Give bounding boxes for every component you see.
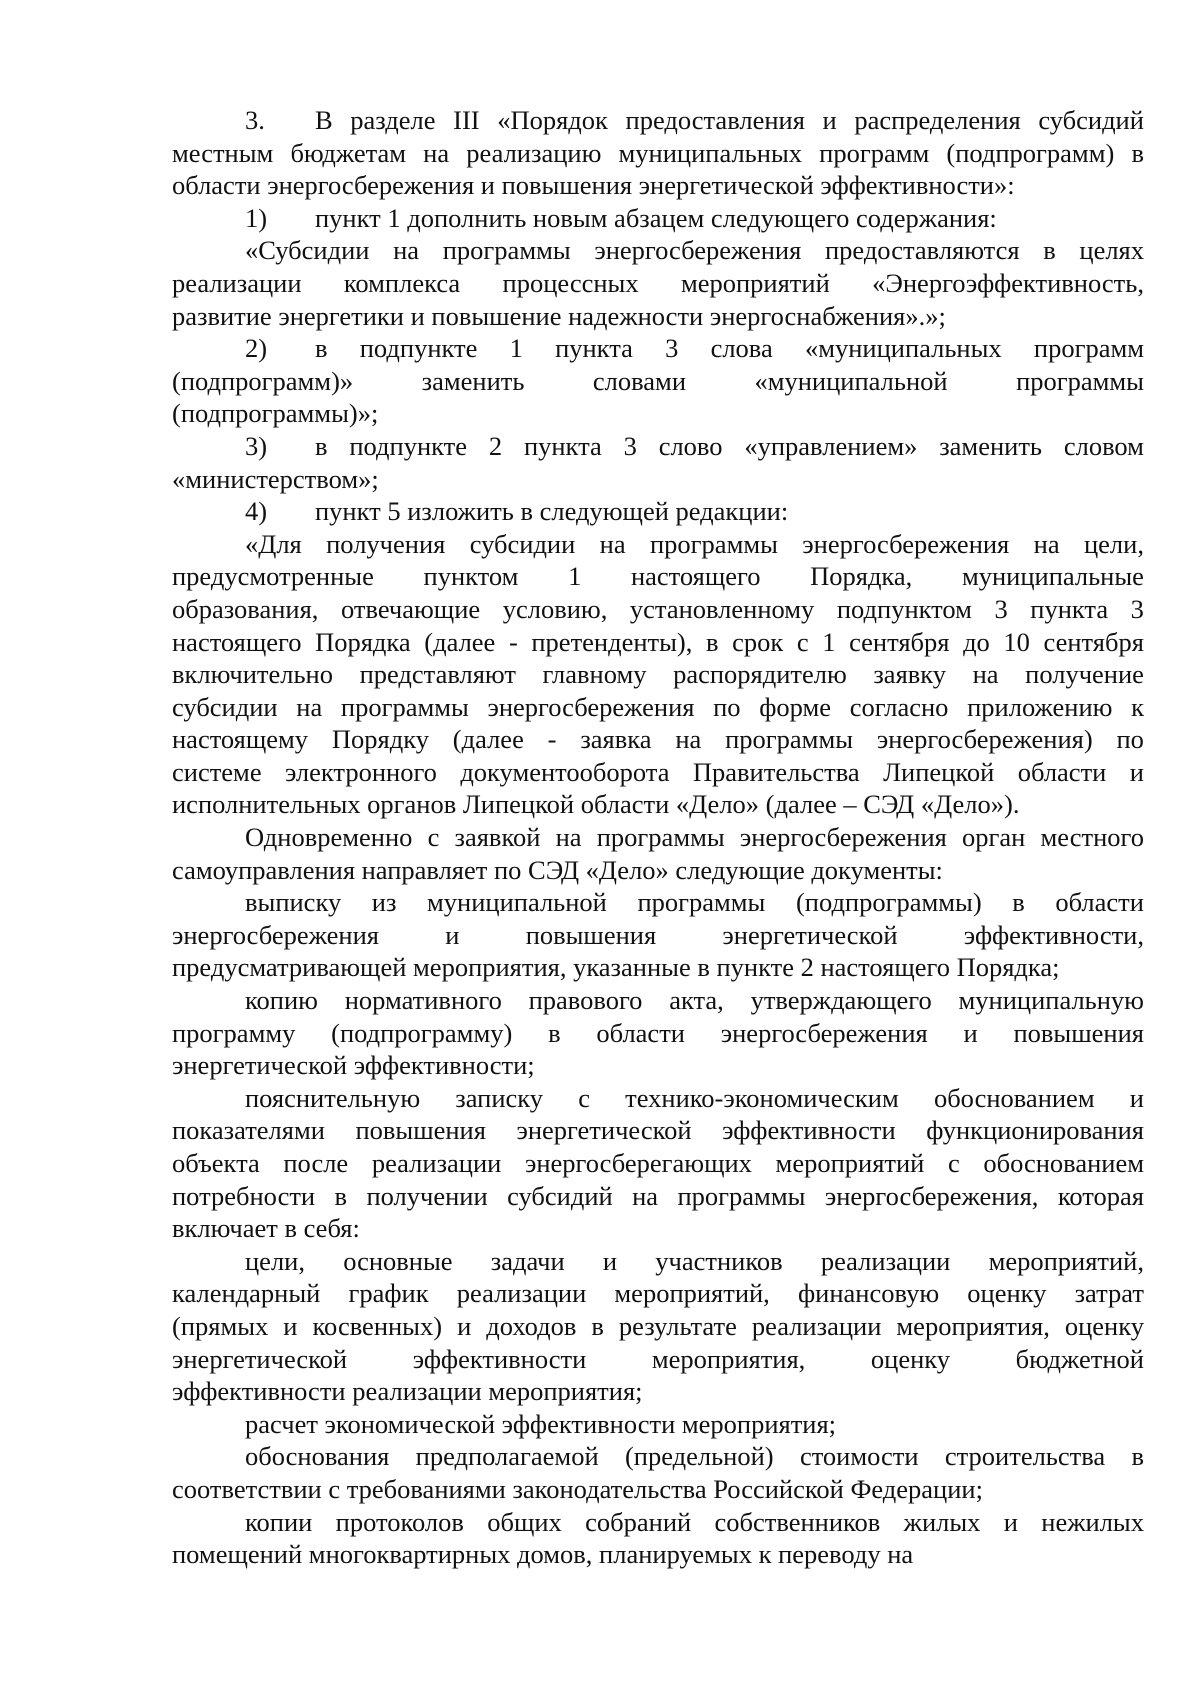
paragraph — [172, 234, 1144, 332]
text-line: копию нормативного правового акта, утверждающего муниципальную — [245, 985, 1144, 1016]
text-line: «Субсидии на программы энергосбережения предоставляются в целях — [245, 235, 1144, 266]
text-line: объекта после реализации энергосберегающих мероприятий с обоснованием — [172, 1148, 1144, 1178]
text-line: программу (подпрограмму) в области энергосбережения и повышения — [172, 1017, 1144, 1048]
text-line: цели, основные задачи и участников реализации мероприятий, — [245, 1245, 1144, 1276]
text-line: энергетической эффективности; — [172, 1050, 535, 1081]
text-line: предусмотренные пунктом 1 настоящего Порядка, муниципальные — [172, 561, 1144, 592]
text-line: обоснования предполагаемой (предельной) стоимости строительства в — [245, 1441, 1144, 1472]
text-line: потребности в получении субсидий на программы энергосбережения, которая — [172, 1180, 1144, 1211]
text-line: эффективности реализации мероприятия; — [172, 1376, 643, 1407]
text-line: 2) в подпункте 1 пункта 3 слова «муниципальных программ — [172, 332, 1144, 365]
text-line: системе электронного документооборота Правительства Липецкой области и — [172, 756, 1144, 787]
text-line: энергетической эффективности мероприятия, оценку бюджетной — [172, 1343, 1144, 1374]
text-line: (прямых и косвенных) и доходов в результате реализации мероприятия, оценку — [172, 1310, 1144, 1341]
paragraph — [172, 984, 1144, 1082]
paragraph — [172, 495, 1144, 528]
text-line: настоящему Порядку (далее - заявка на программы энергосбережения) по — [172, 724, 1144, 755]
text-line: местным бюджетам на реализацию муниципальных программ (подпрограмм) в — [172, 137, 1144, 168]
item-number: 3. — [245, 105, 265, 135]
document-page — [172, 104, 1144, 1571]
paragraph — [172, 430, 1144, 495]
text-line: выписку из муниципальной программы (подпрограммы) в области — [245, 887, 1144, 918]
text-line: предусматривающей мероприятия, указанные в пункте 2 настоящего Порядка; — [172, 952, 1060, 983]
text-line: 3) в подпункте 2 пункта 3 слово «управлением» заменить словом — [172, 430, 1144, 463]
text-line: настоящего Порядка (далее - претенденты), в срок с 1 сентября до 10 сентября — [172, 626, 1144, 657]
text-line: развитие энергетики и повышение надежности энергоснабжения».»; — [172, 300, 946, 331]
paragraph — [172, 332, 1144, 430]
text-line: реализации комплекса процессных мероприятий «Энергоэффективность, — [172, 267, 1144, 298]
text-line: «Для получения субсидии на программы энергосбережения на цели, — [245, 528, 1144, 559]
paragraph — [172, 1440, 1144, 1505]
paragraph — [172, 528, 1144, 821]
paragraph — [172, 821, 1144, 886]
text-line: исполнительных органов Липецкой области «Дело» (далее – СЭД «Дело»). — [172, 789, 1020, 820]
text-line: показателями повышения энергетической эффективности функционирования — [172, 1115, 1144, 1146]
paragraph — [172, 886, 1144, 984]
paragraph — [172, 104, 1144, 202]
text-line: соответствии с требованиями законодательства Российской Федерации; — [172, 1473, 983, 1504]
text-line: (подпрограмм)» заменить словами «муниципальной программы — [172, 365, 1144, 396]
text-line: пояснительную записку с технико-экономическим обоснованием и — [245, 1082, 1144, 1113]
text-line: «министерством»; — [172, 463, 379, 494]
text-line: копии протоколов общих собраний собственников жилых и нежилых — [245, 1506, 1144, 1537]
text-line: области энергосбережения и повышения энергетической эффективности»: — [172, 170, 1015, 201]
text-line: включительно представляют главному распорядителю заявку на получение — [172, 659, 1144, 690]
item-number: 1) — [245, 202, 268, 233]
text-line: самоуправления направляет по СЭД «Дело» следующие документы: — [172, 854, 943, 885]
paragraph — [172, 202, 1144, 235]
text-line: расчет экономической эффективности мероприятия; — [245, 1408, 837, 1439]
text-line: помещений многоквартирных домов, планируемых к переводу на — [172, 1539, 914, 1570]
item-number: 3) — [245, 430, 268, 461]
text-line: (подпрограммы)»; — [172, 398, 379, 429]
text-line: календарный график реализации мероприятий, финансовую оценку затрат — [172, 1278, 1144, 1309]
paragraph — [172, 1506, 1144, 1571]
item-number: 2) — [245, 333, 268, 364]
text-line: образования, отвечающие условию, установленному подпунктом 3 пункта 3 — [172, 593, 1144, 624]
paragraph — [172, 1245, 1144, 1408]
paragraph — [172, 1082, 1144, 1245]
item-number: 4) — [245, 496, 268, 527]
text-line: 1) пункт 1 дополнить новым абзацем следующего содержания: — [172, 202, 1144, 235]
text-line: субсидии на программы энергосбережения по форме согласно приложению к — [172, 691, 1144, 722]
paragraph — [172, 1408, 1144, 1441]
text-line: 3. В разделе III «Порядок предоставления и распределения субсидий — [172, 104, 1144, 137]
text-line: 4) пункт 5 изложить в следующей редакции: — [172, 495, 1144, 528]
text-line: энергосбережения и повышения энергетической эффективности, — [172, 919, 1144, 950]
text-line: включает в себя: — [172, 1213, 360, 1244]
text-line: Одновременно с заявкой на программы энергосбережения орган местного — [245, 822, 1144, 853]
